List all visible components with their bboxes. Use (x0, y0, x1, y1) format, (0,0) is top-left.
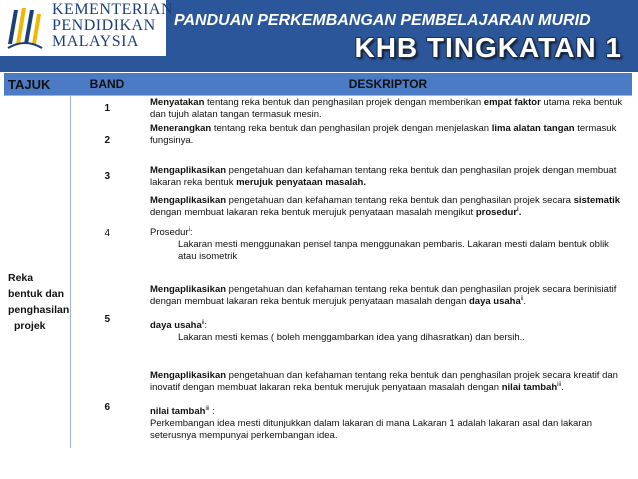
table-header-row (4, 73, 632, 96)
table-row (4, 360, 632, 448)
descriptor-note: daya usaha$^{ii}$: Lakaran mesti kemas ( boleh menggambarkan idea yang dihasratkan) dan bersih.. (150, 319, 525, 343)
table-row (4, 194, 632, 274)
ministry-name: KEMENTERIAN PENDIDIKAN MALAYSIA (52, 1, 174, 50)
table-row (4, 274, 632, 360)
descriptor-table (4, 73, 632, 448)
slide-subtitle: KHB TINGKATAN 1 (354, 32, 622, 63)
column-header-tajuk: TAJUK (4, 73, 70, 96)
band-number: 5 (104, 314, 111, 325)
descriptor-text: Menyatakan tentang reka bentuk dan penghasilan projek dengan memberikan empat faktor utama reka bentuk dan tujuh alatan tangan termasuk mesin. (150, 97, 623, 120)
descriptor-text: Mengaplikasikan pengetahuan dan kefahaman tentang reka bentuk dan penghasilan projek secara kreatif dan inovatif dengan membuat lakaran reka bentuk merujuk penyataan masalah dengan nilai tambah$^{iii}$. nilai tambah$^{iii}$ : Perkembangan idea mesti ditunjukkan dalam lakaran di mana Lakaran 1 adalah lakaran asal dan lakaran seterusnya mempunyai perkembangan idea. (144, 360, 632, 448)
topic-cell: Reka bentuk dan penghasilan projek (4, 96, 70, 449)
column-header-deskriptor: DESKRIPTOR (144, 73, 632, 96)
band-number: 6 (104, 402, 111, 413)
ministry-logo (0, 0, 174, 56)
column-header-band: BAND (70, 73, 144, 96)
band-number: 4 (104, 228, 111, 239)
descriptor-note: Prosedur$^i$: Lakaran mesti menggunakan pensel tanpa menggunakan pembaris. Lakaran mesti dalam bentuk oblik atau isometrik (150, 226, 609, 262)
descriptor-note: nilai tambah$^{iii}$ : Perkembangan idea mesti ditunjukkan dalam lakaran di mana Lakaran 1 adalah lakaran asal dan lakaran seterusnya mempunyai perkembangan idea. (150, 405, 593, 441)
descriptor-text: Menerangkan tentang reka bentuk dan penghasilan projek dengan menjelaskan lima alatan tangan termasuk fungsinya. (150, 123, 617, 146)
descriptor-text: Mengaplikasikan pengetahuan dan kefahaman tentang reka bentuk dan penghasilan projek dengan membuat lakaran reka bentuk merujuk penyataan masalah. (150, 165, 617, 188)
table-row (4, 96, 632, 123)
descriptor-text: Mengaplikasikan pengetahuan dan kefahaman tentang reka bentuk dan penghasilan projek secara sistematik dengan membuat lakaran reka bentuk merujuk penyataan masalah mengikut prosedur$^i$. Prosedur$^i$: Lakaran mesti menggunakan pensel tanpa menggunakan pembaris. Lakaran mesti dalam bentuk oblik atau isometrik (144, 194, 632, 274)
table-row (4, 160, 632, 194)
band-number: 2 (104, 135, 111, 146)
band-number: 1 (104, 103, 111, 114)
slide-header (0, 0, 638, 72)
slide-title: PANDUAN PERKEMBANGAN PEMBELAJARAN MURID (174, 12, 591, 29)
table-row (4, 122, 632, 160)
ministry-emblem-icon (4, 4, 46, 52)
descriptor-text: Mengaplikasikan pengetahuan dan kefahaman tentang reka bentuk dan penghasilan projek secara berinisiatif dengan membuat lakaran reka bentuk merujuk penyataan masalah dengan daya usaha$^{ii}$. daya usaha$^{ii}$: Lakaran mesti kemas ( boleh menggambarkan idea yang dihasratkan) dan bersih.. (144, 274, 632, 360)
band-number: 3 (104, 171, 111, 182)
